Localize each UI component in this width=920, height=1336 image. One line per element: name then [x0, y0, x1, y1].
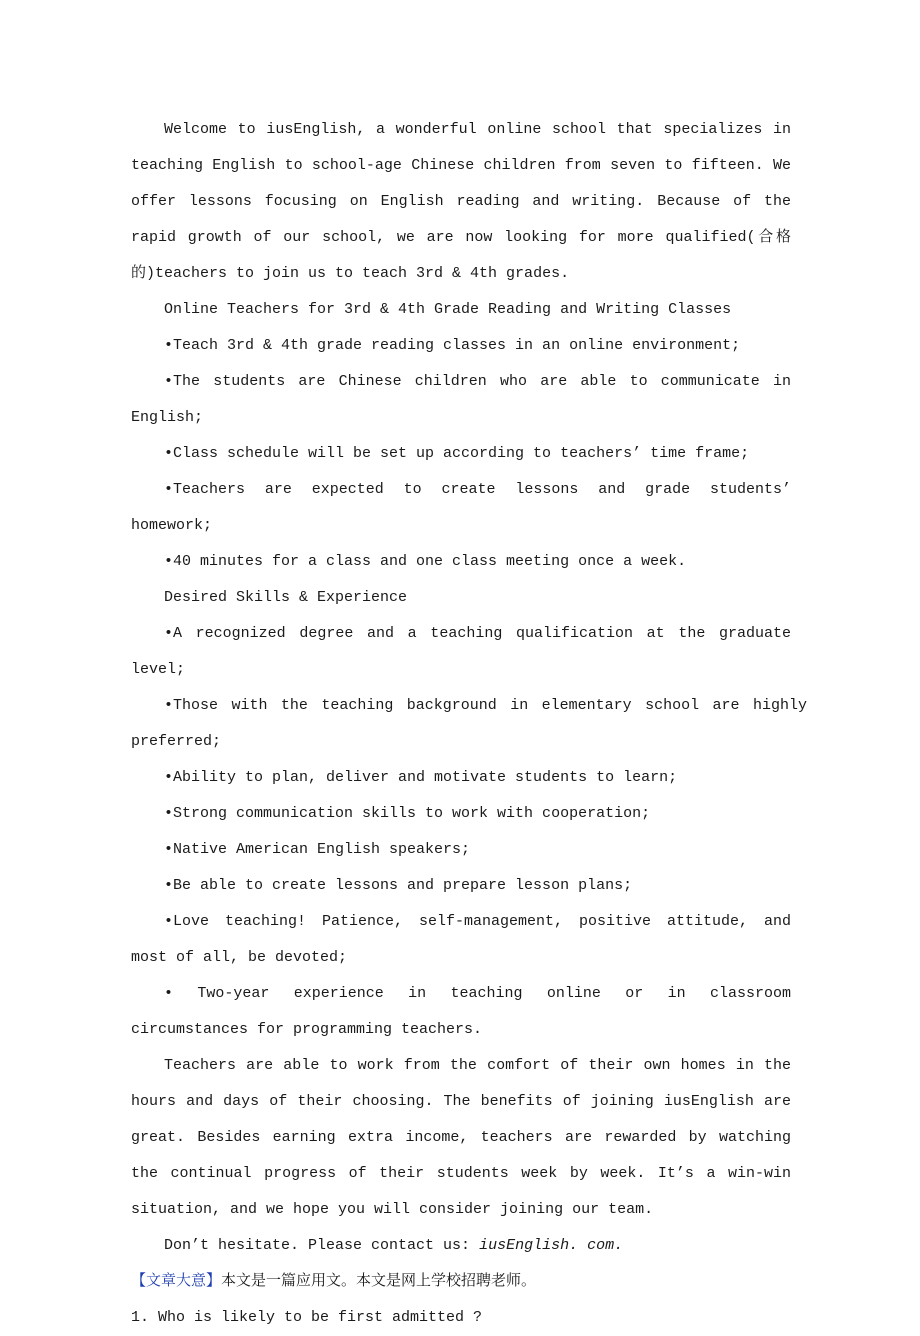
position-item: •The students are Chinese children who are able to communicate in English;	[131, 373, 791, 426]
document-page	[131, 112, 807, 1336]
skill-item: •A recognized degree and a teaching qualification at the graduate level;	[131, 625, 791, 678]
skill-item: •Native American English speakers;	[164, 841, 471, 858]
position-item: •40 minutes for a class and one class meeting once a week.	[164, 553, 687, 570]
question-line: 1. Who is likely to be first admitted ?	[131, 1309, 483, 1326]
skill-item: •Strong communication skills to work with cooperation;	[164, 805, 651, 822]
position-item: •Teachers are expected to create lessons and grade students’ homework;	[131, 481, 791, 534]
summary-tag: 【文章大意】	[131, 1273, 222, 1290]
summary-text: 本文是一篇应用文。本文是网上学校招聘老师。	[221, 1273, 537, 1290]
position-heading: Online Teachers for 3rd & 4th Grade Reading and Writing Classes	[164, 301, 732, 318]
position-item: •Class schedule will be set up according to teachers’ time frame;	[164, 445, 750, 462]
summary-line	[131, 1264, 791, 1300]
contact-line	[131, 1228, 791, 1264]
position-item: •Teach 3rd & 4th grade reading classes in an online environment;	[164, 337, 741, 354]
intro-paragraph: Welcome to iusEnglish, a wonderful online school that specializes in teaching English to school-age Chinese children from seven to fifteen. We offer lessons focusing on English reading and writing. Because of the rapid growth of our school, we are now looking for more qualified(合格的)teachers to join us to teach 3rd & 4th grades.	[131, 121, 791, 282]
position-list	[131, 328, 791, 580]
skill-item: •Be able to create lessons and prepare lesson plans;	[164, 877, 633, 894]
skill-item: •Love teaching! Patience, self-management, positive attitude, and most of all, be devoted;	[131, 913, 791, 966]
contact-site: iusEnglish. com.	[479, 1237, 624, 1254]
contact-prefix: Don’t hesitate. Please contact us:	[164, 1237, 480, 1254]
skills-list	[131, 616, 807, 1048]
skill-item: •Ability to plan, deliver and motivate students to learn;	[164, 769, 678, 786]
skills-heading: Desired Skills & Experience	[164, 589, 408, 606]
skill-item: •Those with the teaching background in elementary school are highly preferred;	[131, 697, 807, 750]
skill-item: • Two-year experience in teaching online or in classroom circumstances for programming teachers.	[131, 985, 791, 1038]
closing-paragraph: Teachers are able to work from the comfort of their own homes in the hours and days of their choosing. The benefits of joining iusEnglish are great. Besides earning extra income, teachers are rewarded by watching the continual progress of their students week by week. It’s a win-win situation, and we hope you will consider joining our team.	[131, 1057, 791, 1218]
